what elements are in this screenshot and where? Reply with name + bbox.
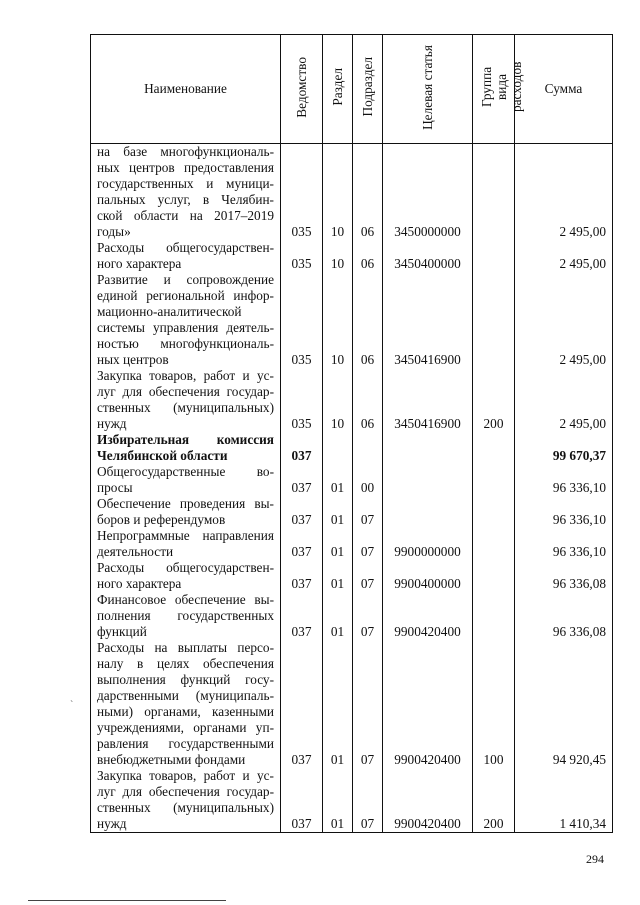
row-name-line: нужд <box>97 416 127 431</box>
header-expense-group-label: Группа вида расходов <box>478 61 524 113</box>
header-section <box>323 35 353 144</box>
row-name-line: полнения государственных <box>97 608 274 623</box>
row-name-line: налу в целях обеспечения <box>97 656 274 671</box>
group-cell <box>473 240 515 272</box>
budget-table <box>90 34 613 833</box>
row-name-line: учреждениями, органами уп- <box>97 720 274 735</box>
subsection-cell: 06 <box>353 144 383 241</box>
header-amount-label: Сумма <box>544 81 583 96</box>
row-name-line: Закупка товаров, работ и ус- <box>97 768 274 783</box>
header-subsection <box>353 35 383 144</box>
department-cell: 035 <box>281 240 323 272</box>
row-name-line: ного характера <box>97 256 182 271</box>
subsection-cell: 07 <box>353 560 383 592</box>
amount-cell: 2 495,00 <box>515 144 613 241</box>
section-cell <box>323 432 353 464</box>
row-name-line: выполнения функций госу- <box>97 672 274 687</box>
row-name-line: Общегосударственные во- <box>97 464 274 479</box>
row-name-line: на базе многофункциональ- <box>97 144 274 159</box>
margin-mark: ` <box>70 700 74 711</box>
amount-cell: 96 336,10 <box>515 496 613 528</box>
header-subsection-label: Подраздел <box>360 57 375 117</box>
article-cell: 3450400000 <box>383 240 473 272</box>
table-row <box>91 464 613 496</box>
row-name-line: внебюджетными фондами <box>97 752 246 767</box>
table-row <box>91 640 613 768</box>
subsection-cell: 07 <box>353 496 383 528</box>
department-cell: 037 <box>281 432 323 464</box>
department-cell: 037 <box>281 464 323 496</box>
table-row <box>91 496 613 528</box>
row-name-line: ской области на 2017–2019 <box>97 208 274 223</box>
subsection-cell: 06 <box>353 272 383 368</box>
amount-cell: 1 410,34 <box>515 768 613 833</box>
amount-cell: 96 336,08 <box>515 560 613 592</box>
row-name-line: Обеспечение проведения вы- <box>97 496 274 511</box>
page-number: 294 <box>586 852 604 866</box>
row-name-line: Расходы общегосударствен- <box>97 240 274 255</box>
article-cell: 9900420400 <box>383 640 473 768</box>
table-row <box>91 560 613 592</box>
section-cell: 01 <box>323 496 353 528</box>
amount-cell: 96 336,10 <box>515 464 613 496</box>
article-cell: 9900420400 <box>383 768 473 833</box>
row-name-line: равления государственными <box>97 736 274 751</box>
table-row <box>91 144 613 241</box>
amount-cell: 94 920,45 <box>515 640 613 768</box>
amount-cell: 96 336,08 <box>515 592 613 640</box>
row-name-line: ственных (муниципальных) <box>97 800 274 815</box>
section-cell: 01 <box>323 464 353 496</box>
table-row <box>91 432 613 464</box>
header-department <box>281 35 323 144</box>
row-name-line: ностью многофункциональ- <box>97 336 274 351</box>
subsection-cell: 07 <box>353 592 383 640</box>
header-expense-group <box>473 35 524 144</box>
group-cell <box>473 560 515 592</box>
row-name-line: функций <box>97 624 147 639</box>
row-name-line: Расходы общегосударствен- <box>97 560 274 575</box>
department-cell: 037 <box>281 592 323 640</box>
section-cell: 10 <box>323 240 353 272</box>
header-section-label: Раздел <box>330 68 345 106</box>
row-name-line: деятельности <box>97 544 174 559</box>
row-name-cell <box>91 368 281 432</box>
section-cell: 10 <box>323 144 353 241</box>
row-name-cell <box>91 432 281 464</box>
department-cell: 037 <box>281 560 323 592</box>
department-cell: 035 <box>281 144 323 241</box>
section-cell: 01 <box>323 560 353 592</box>
table-row <box>91 592 613 640</box>
section-cell: 10 <box>323 272 353 368</box>
section-cell: 01 <box>323 768 353 833</box>
header-department-label: Ведомство <box>294 56 309 118</box>
article-cell: 9900000000 <box>383 528 473 560</box>
row-name-line: пальных услуг, в Челябин- <box>97 192 274 207</box>
row-name-cell <box>91 592 281 640</box>
row-name-cell <box>91 496 281 528</box>
amount-cell: 2 495,00 <box>515 272 613 368</box>
row-name-line: Закупка товаров, работ и ус- <box>97 368 274 383</box>
row-name-line: ными) органами, казенными <box>97 704 274 719</box>
table-row <box>91 368 613 432</box>
amount-cell: 99 670,37 <box>515 432 613 464</box>
row-name-line: ственных (муниципальных) <box>97 400 274 415</box>
row-name-line: единой региональной инфор- <box>97 288 274 303</box>
row-name-line: годы» <box>97 224 131 239</box>
row-name-cell <box>91 640 281 768</box>
article-cell <box>383 432 473 464</box>
table-row <box>91 272 613 368</box>
row-name-line: ных центров <box>97 352 169 367</box>
row-name-line: Непрограммные направления <box>97 528 274 543</box>
row-name-line: ного характера <box>97 576 182 591</box>
group-cell <box>473 144 515 241</box>
subsection-cell: 07 <box>353 528 383 560</box>
subsection-cell: 07 <box>353 768 383 833</box>
department-cell: 035 <box>281 368 323 432</box>
row-name-line: Избирательная комиссия <box>97 432 274 447</box>
article-cell: 9900420400 <box>383 592 473 640</box>
row-name-cell <box>91 144 281 241</box>
row-name-line: просы <box>97 480 133 495</box>
article-cell <box>383 496 473 528</box>
article-cell: 3450416900 <box>383 368 473 432</box>
table-body <box>91 144 613 833</box>
section-cell: 01 <box>323 528 353 560</box>
row-name-line: Челябинской области <box>97 448 228 463</box>
article-cell: 9900400000 <box>383 560 473 592</box>
department-cell: 037 <box>281 768 323 833</box>
subsection-cell <box>353 432 383 464</box>
amount-cell: 96 336,10 <box>515 528 613 560</box>
header-row <box>91 35 613 144</box>
row-name-line: нужд <box>97 816 127 831</box>
row-name-line: дарственными (муниципаль- <box>97 688 274 703</box>
department-cell: 035 <box>281 272 323 368</box>
row-name-cell <box>91 272 281 368</box>
footer-rule <box>28 900 226 901</box>
section-cell: 01 <box>323 640 353 768</box>
subsection-cell: 06 <box>353 368 383 432</box>
amount-cell: 2 495,00 <box>515 368 613 432</box>
department-cell: 037 <box>281 528 323 560</box>
group-cell <box>473 272 515 368</box>
row-name-line: Финансовое обеспечение вы- <box>97 592 274 607</box>
group-cell <box>473 528 515 560</box>
header-target-article <box>383 35 473 144</box>
row-name-cell <box>91 768 281 833</box>
header-name-label: Наименование <box>144 81 227 96</box>
row-name-cell <box>91 240 281 272</box>
group-cell <box>473 464 515 496</box>
department-cell: 037 <box>281 496 323 528</box>
section-cell: 01 <box>323 592 353 640</box>
row-name-line: боров и референдумов <box>97 512 226 527</box>
row-name-cell <box>91 560 281 592</box>
row-name-line: государственных и муници- <box>97 176 274 191</box>
header-target-article-label: Целевая статья <box>420 44 435 130</box>
row-name-line: системы управления деятель- <box>97 320 274 335</box>
group-cell: 100 <box>473 640 515 768</box>
table-row <box>91 240 613 272</box>
group-cell: 200 <box>473 768 515 833</box>
department-cell: 037 <box>281 640 323 768</box>
subsection-cell: 07 <box>353 640 383 768</box>
header-name <box>91 35 281 144</box>
group-cell <box>473 432 515 464</box>
amount-cell: 2 495,00 <box>515 240 613 272</box>
row-name-line: Расходы на выплаты персо- <box>97 640 274 655</box>
group-cell <box>473 592 515 640</box>
group-cell <box>473 496 515 528</box>
subsection-cell: 06 <box>353 240 383 272</box>
header-amount <box>515 35 613 144</box>
table-row <box>91 528 613 560</box>
row-name-line: Развитие и сопровождение <box>97 272 274 287</box>
table-row <box>91 768 613 833</box>
row-name-line: мационно-аналитической <box>97 304 242 319</box>
row-name-line: луг для обеспечения государ- <box>97 384 274 399</box>
section-cell: 10 <box>323 368 353 432</box>
row-name-cell <box>91 528 281 560</box>
group-cell: 200 <box>473 368 515 432</box>
row-name-line: луг для обеспечения государ- <box>97 784 274 799</box>
row-name-line: ных центров предоставления <box>97 160 274 175</box>
subsection-cell: 00 <box>353 464 383 496</box>
article-cell: 3450000000 <box>383 144 473 241</box>
row-name-cell <box>91 464 281 496</box>
article-cell: 3450416900 <box>383 272 473 368</box>
article-cell <box>383 464 473 496</box>
